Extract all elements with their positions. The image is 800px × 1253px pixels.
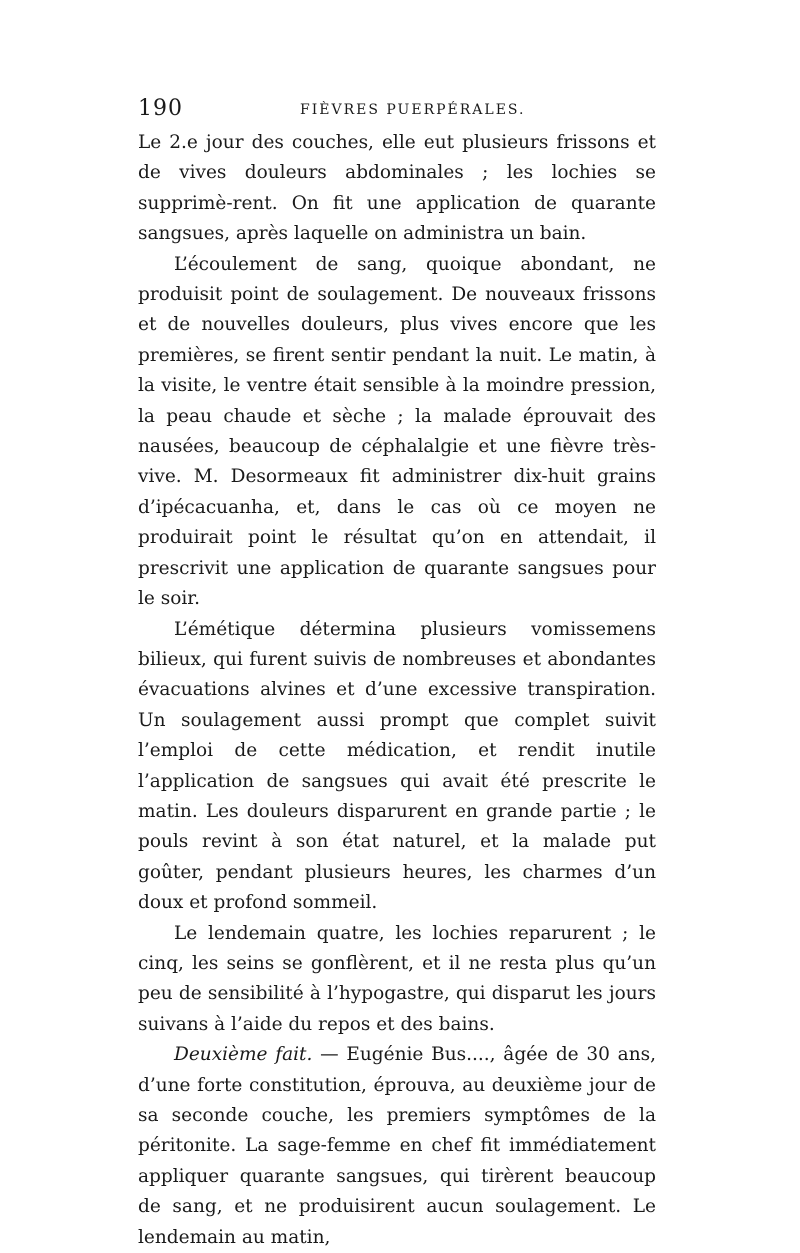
paragraph-5 — [138, 1040, 656, 1253]
running-head — [138, 96, 658, 126]
paragraph-3: L’émétique détermina plusieurs vomissemens bilieux, qui furent suivis de nombreuses et abondantes évacuations alvines et d’une excessive transpiration. Un soulagement aussi prompt que complet suivit l’emploi de cette médication, et rendit inutile l’application de sangsues qui avait été prescrite le matin. Les douleurs disparurent en grande partie ; le pouls revint à son état naturel, et la malade put goûter, pendant plusieurs heures, les charmes d’un doux et profond sommeil. — [138, 618, 656, 914]
paragraph-1: Le 2.e jour des couches, elle eut plusieurs frissons et de vives douleurs abdominales ; les lochies se supprimè-rent. On fit une application de quarante sangsues, après laquelle on administra un bain. — [138, 132, 656, 245]
body-text — [138, 128, 656, 1253]
case-heading: Deuxième fait. — [174, 1044, 313, 1066]
running-title: FIÈVRES PUERPÉRALES. — [300, 102, 526, 118]
case-text: — Eugénie Bus...., âgée de 30 ans, d’une forte constitution, éprouva, au deuxième jour de sa seconde couche, les premiers symptômes de la péritonite. La sage-femme en chef fit immédiatement appliquer quarante sangsues, qui tirèrent beaucoup de sang, et ne produisirent aucun soulagement. Le lendemain au matin, — [138, 1044, 656, 1248]
paragraph-2: L’écoulement de sang, quoique abondant, ne produisit point de soulagement. De nouveaux frissons et de nouvelles douleurs, plus vives encore que les premières, se firent sentir pendant la nuit. Le matin, à la visite, le ventre était sensible à la moindre pression, la peau chaude et sèche ; la malade éprouvait des nausées, beaucoup de céphalalgie et une fièvre très-vive. M. Desormeaux fit administrer dix-huit grains d’ipécacuanha, et, dans le cas où ce moyen ne produirait point le résultat qu’on en attendait, il prescrivit une application de quarante sangsues pour le soir. — [138, 253, 656, 610]
paragraph-4: Le lendemain quatre, les lochies reparurent ; le cinq, les seins se gonflèrent, et il ne resta plus qu’un peu de sensibilité à l’hypogastre, qui disparut les jours suivans à l’aide du repos et des bains. — [138, 922, 656, 1035]
page-number: 190 — [138, 96, 183, 121]
